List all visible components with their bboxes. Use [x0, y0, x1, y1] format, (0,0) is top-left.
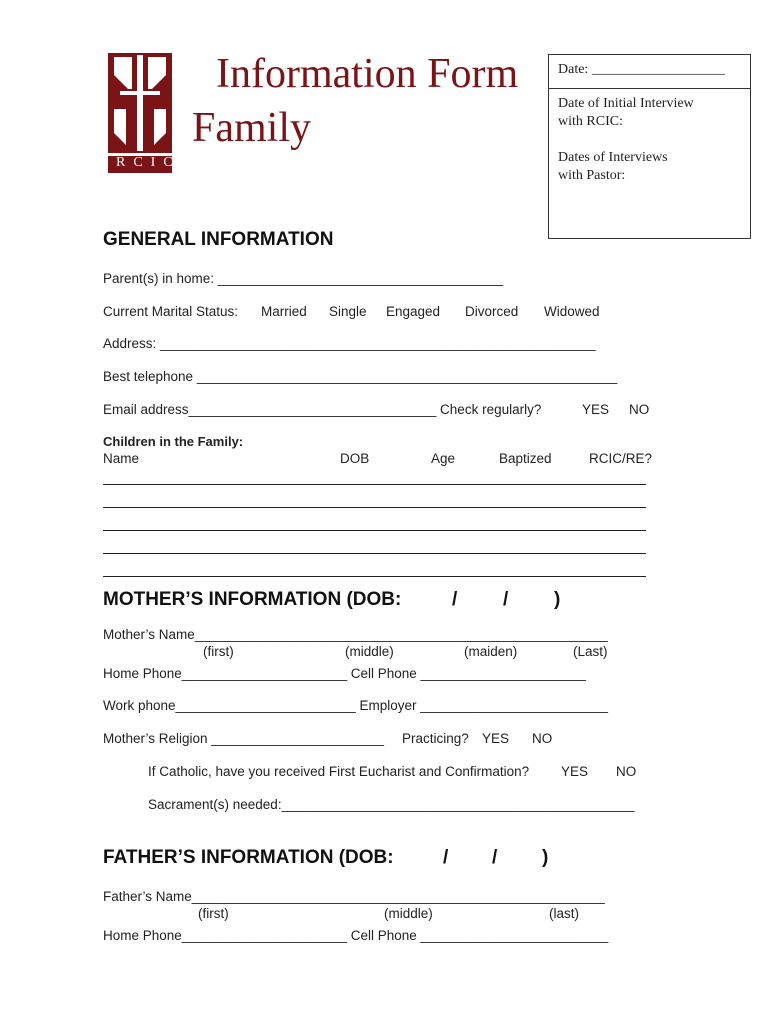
mother-name-last-hint: (Last) [573, 644, 608, 659]
child-row-line[interactable] [103, 507, 646, 508]
rcic-logo [108, 53, 181, 173]
pastor-interview-label: Dates of Interviews [558, 150, 668, 165]
children-heading: Children in the Family: [103, 434, 244, 449]
mother-catholic-no[interactable]: NO [616, 764, 637, 779]
mother-religion-field[interactable]: Mother’s Religion _______________________ [103, 731, 384, 746]
initial-interview-label-2: with RCIC: [558, 114, 623, 129]
mother-dob-close: ) [554, 589, 561, 610]
parents-field[interactable]: Parent(s) in home: ______________________________________ [103, 271, 504, 286]
children-col-dob: DOB [340, 451, 370, 466]
mother-phone-field[interactable]: Home Phone______________________ Cell Phone ______________________ [103, 666, 586, 681]
initial-interview-label: Date of Initial Interview [558, 96, 694, 111]
email-check-yes[interactable]: YES [582, 402, 610, 417]
marital-option-widowed[interactable]: Widowed [544, 304, 600, 319]
mother-dob-slash-2: / [503, 589, 509, 610]
mother-name-first-hint: (first) [203, 644, 234, 659]
mother-catholic-question: If Catholic, have you received First Eucharist and Confirmation? [148, 764, 530, 779]
mother-work-field[interactable]: Work phone________________________ Employer _________________________ [103, 698, 608, 713]
pastor-interview-label-2: with Pastor: [558, 168, 626, 183]
child-row-line[interactable] [103, 530, 646, 531]
logo-text: RCIC [116, 155, 181, 170]
marital-option-single[interactable]: Single [329, 304, 367, 319]
mother-name-field[interactable]: Mother’s Name_______________________________________________________ [103, 627, 608, 642]
children-col-name: Name [103, 451, 140, 466]
father-dob-close: ) [542, 847, 549, 868]
mother-name-middle-hint: (middle) [345, 644, 394, 659]
father-name-middle-hint: (middle) [384, 906, 433, 921]
mother-practicing-yes[interactable]: YES [482, 731, 510, 746]
father-heading: FATHER’S INFORMATION (DOB: [103, 847, 394, 868]
mother-sacraments-field[interactable]: Sacrament(s) needed:_______________________________________________ [148, 797, 635, 812]
mother-dob-slash-1: / [452, 589, 458, 610]
interview-dates-box [548, 54, 751, 239]
marital-option-married[interactable]: Married [261, 304, 307, 319]
form-title: Information Form [216, 51, 519, 97]
child-row-line[interactable] [103, 553, 646, 554]
father-phone-field[interactable]: Home Phone______________________ Cell Phone _________________________ [103, 928, 609, 943]
marital-status-label: Current Marital Status: [103, 304, 239, 319]
form-subtitle: Family [192, 105, 312, 151]
children-col-baptized: Baptized [499, 451, 552, 466]
mother-practicing-label: Practicing? [402, 731, 469, 746]
marital-option-engaged[interactable]: Engaged [386, 304, 441, 319]
telephone-field[interactable]: Best telephone ________________________________________________________ [103, 369, 618, 384]
father-name-last-hint: (last) [549, 906, 579, 921]
mother-name-maiden-hint: (maiden) [464, 644, 518, 659]
address-field[interactable]: Address: __________________________________________________________ [103, 336, 596, 351]
children-col-rcic: RCIC/RE? [589, 451, 653, 466]
email-field[interactable]: Email address_________________________________ Check regularly? [103, 402, 542, 417]
children-col-age: Age [431, 451, 456, 466]
date-field[interactable]: Date: ___________________ [558, 62, 725, 77]
marital-option-divorced[interactable]: Divorced [465, 304, 519, 319]
father-name-first-hint: (first) [198, 906, 229, 921]
child-row-line[interactable] [103, 484, 646, 485]
general-heading: GENERAL INFORMATION [103, 229, 334, 250]
father-name-field[interactable]: Father’s Name_______________________________________________________ [103, 889, 605, 904]
mother-heading: MOTHER’S INFORMATION (DOB: [103, 589, 402, 610]
mother-catholic-yes[interactable]: YES [561, 764, 589, 779]
mother-practicing-no[interactable]: NO [532, 731, 553, 746]
email-check-no[interactable]: NO [629, 402, 650, 417]
father-dob-slash-1: / [443, 847, 449, 868]
child-row-line[interactable] [103, 576, 646, 577]
father-dob-slash-2: / [492, 847, 498, 868]
